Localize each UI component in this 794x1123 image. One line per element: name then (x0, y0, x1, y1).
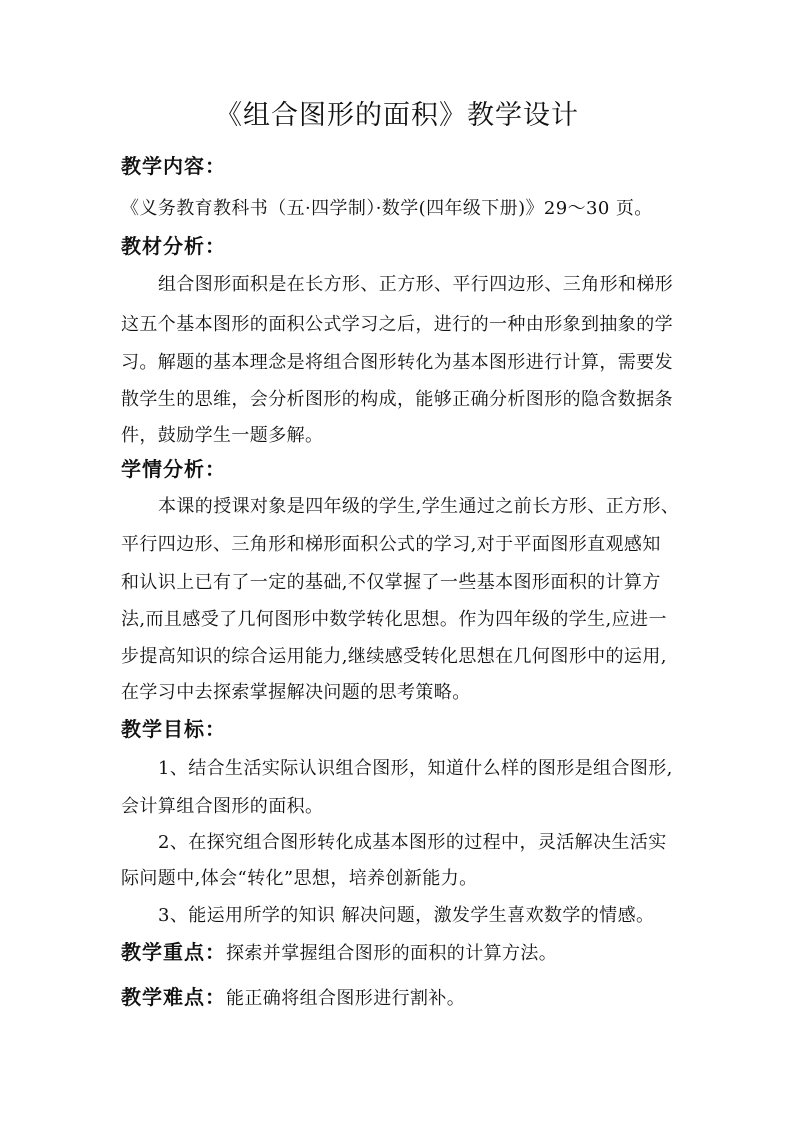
key-point-row (121, 939, 681, 967)
goal-line: 3、能运用所学的知识 解决问题，激发学生喜欢数学的情感。 (158, 905, 655, 926)
paragraph-line: 散学生的思维，会分析图形的构成，能够正确分析图形的隐含数据条 (121, 389, 673, 410)
paragraph-line: 件，鼓励学生一题多解。 (121, 425, 324, 446)
difficult-point-heading: 教学难点： (121, 985, 226, 1009)
difficult-point-row (121, 984, 681, 1012)
section-heading-student-analysis: 学情分析： (121, 457, 226, 481)
section-heading-content: 教学内容： (121, 154, 226, 178)
paragraph-line: 平行四边形、三角形和梯形面积公式的学习,对于平面图形直观感知 (121, 534, 661, 555)
paragraph-line: 组合图形面积是在长方形、正方形、平行四边形、三角形和梯形 (158, 274, 674, 295)
key-point-heading: 教学重点： (121, 940, 226, 964)
content-line: 《义务教育教科书（五·四学制）·数学(四年级下册)》29～30 页。 (121, 198, 653, 219)
paragraph-line: 法,而且感受了几何图形中数学转化思想。作为四年级的学生,应进一 (121, 609, 667, 630)
section-heading-goals: 教学目标： (121, 717, 226, 741)
difficult-point-text: 能正确将组合图形进行割补。 (226, 988, 466, 1009)
paragraph-line: 这五个基本图形的面积公式学习之后，进行的一种由形象到抽象的学 (121, 314, 673, 335)
goal-line: 际问题中,体会“转化”思想，培养创新能力。 (121, 868, 478, 889)
paragraph-line: 在学习中去探索掌握解决问题的思考策略。 (121, 682, 471, 703)
goal-line: 2、在探究组合图形转化成基本图形的过程中，灵活解决生活实 (158, 832, 667, 853)
goal-line: 会计算组合图形的面积。 (121, 796, 324, 817)
document-title: 《组合图形的面积》教学设计 (215, 100, 579, 131)
key-point-text: 探索并掌握组合图形的面积的计算方法。 (226, 943, 558, 964)
goal-line: 1、结合生活实际认识组合图形，知道什么样的图形是组合图形, (158, 758, 673, 779)
paragraph-line: 步提高知识的综合运用能力,继续感受转化思想在几何图形中的运用, (121, 646, 667, 667)
section-heading-textbook-analysis: 教材分析： (121, 234, 226, 258)
paragraph-line: 习。解题的基本理念是将组合图形转化为基本图形进行计算，需要发 (121, 352, 673, 373)
paragraph-line: 本课的授课对象是四年级的学生,学生通过之前长方形、正方形、 (158, 496, 680, 517)
paragraph-line: 和认识上已有了一定的基础,不仅掌握了一些基本图形面积的计算方 (121, 572, 661, 593)
